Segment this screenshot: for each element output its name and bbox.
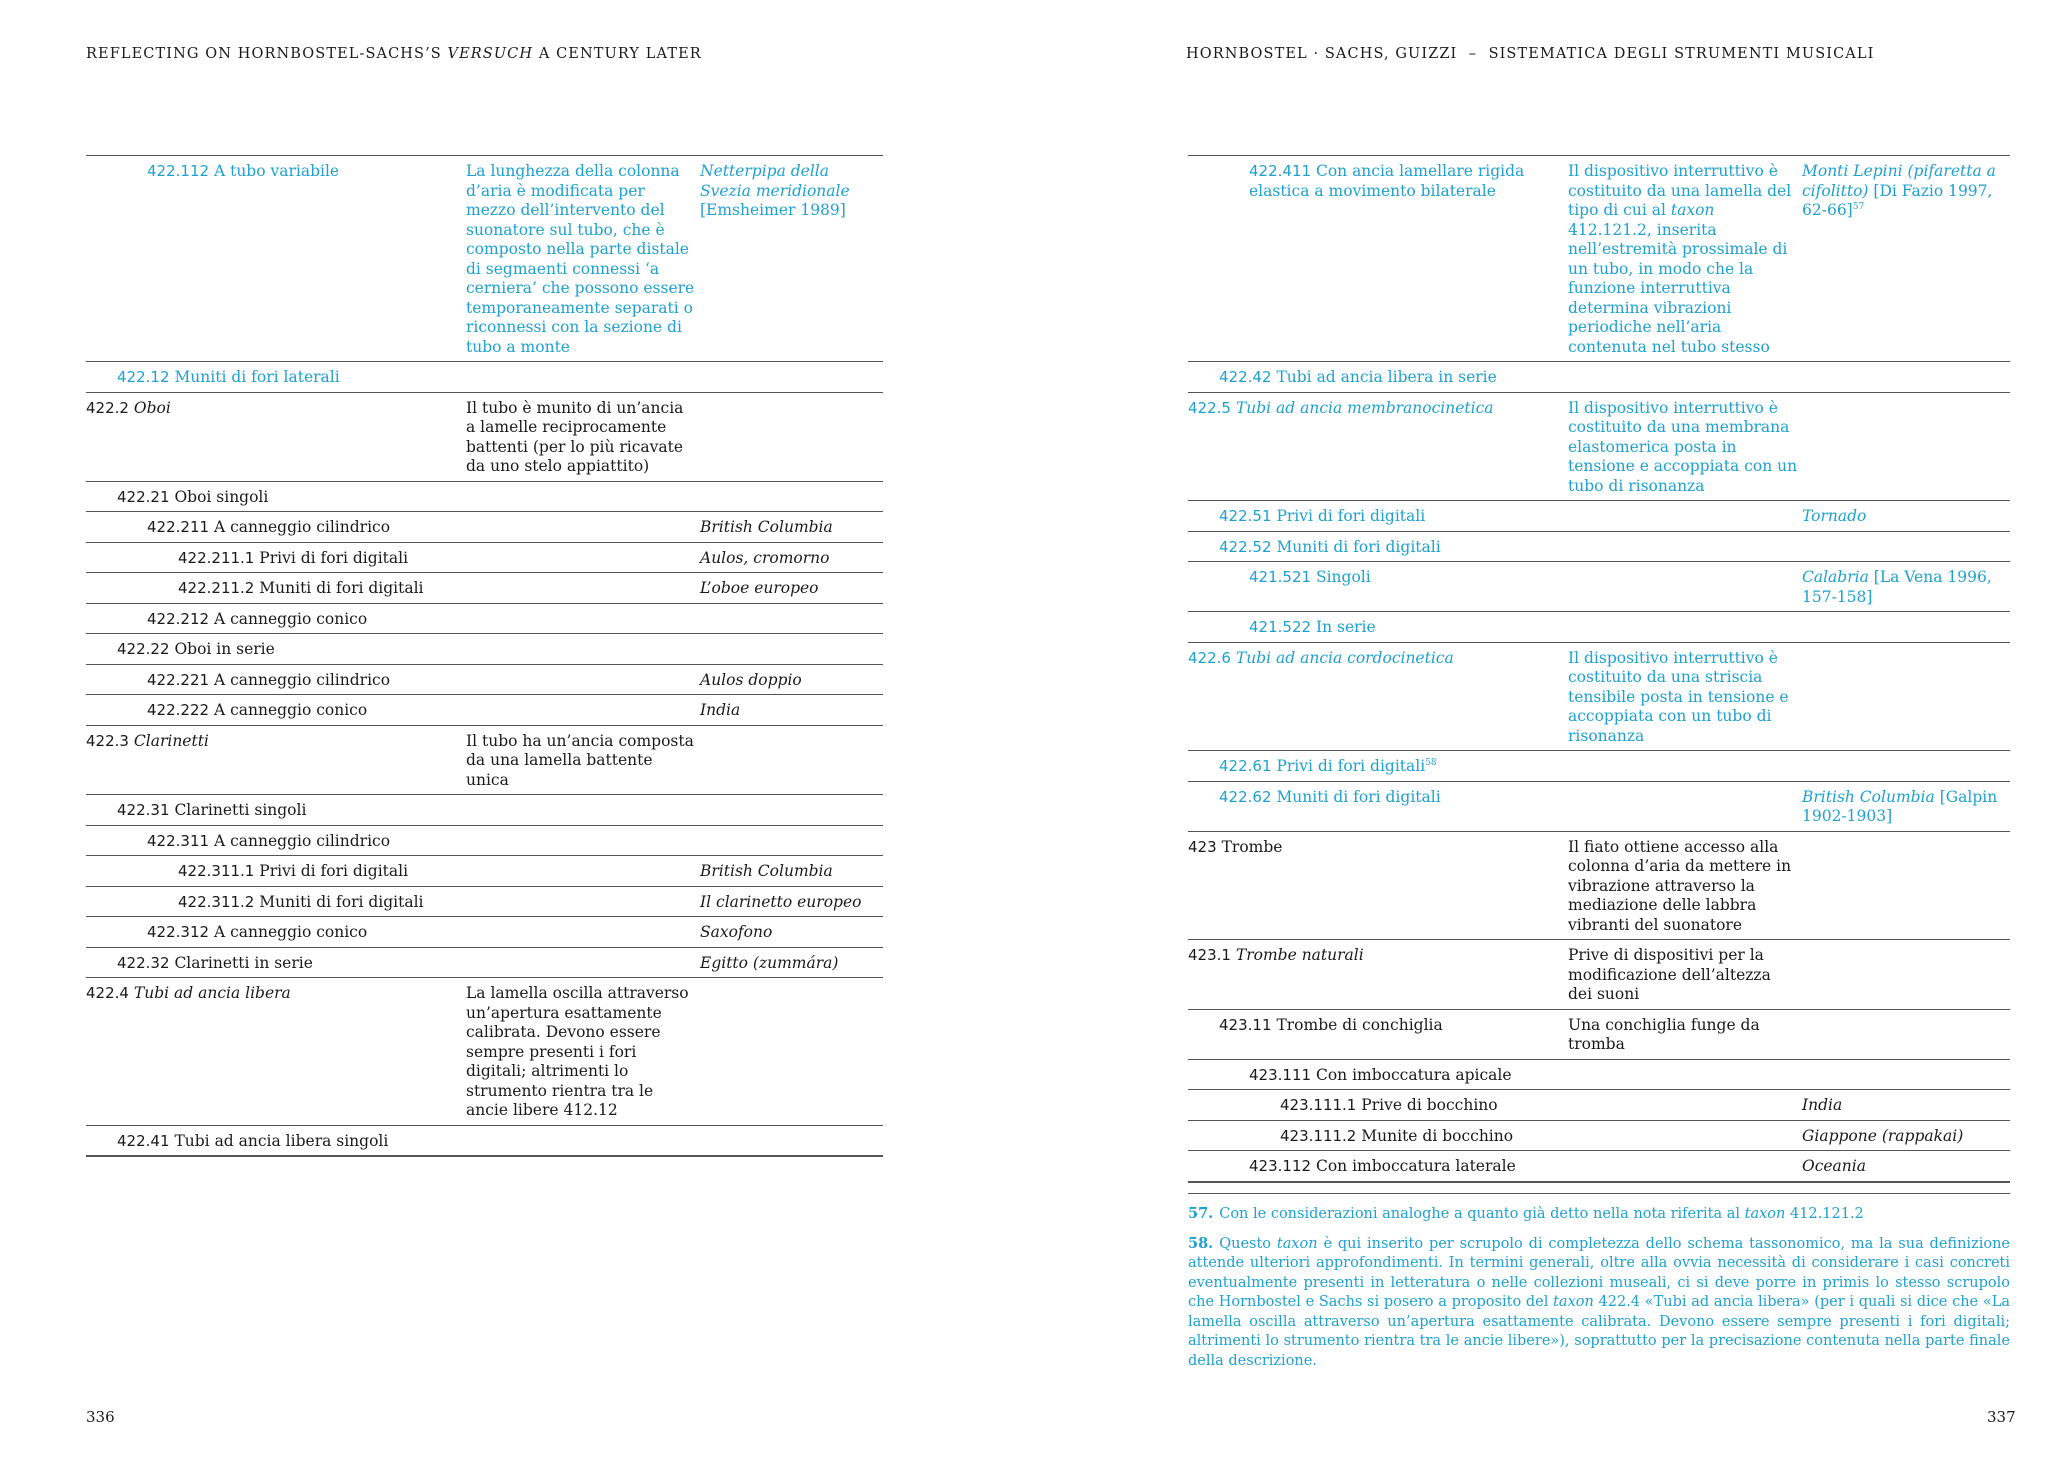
taxon-code: 422.222 bbox=[147, 701, 210, 719]
taxon-cell bbox=[1188, 649, 1568, 747]
example-italic: British Columbia bbox=[700, 518, 833, 536]
example-cell bbox=[1802, 368, 2010, 388]
table-row bbox=[1188, 643, 2010, 752]
taxon-cell bbox=[1188, 399, 1568, 497]
taxon-name: Singoli bbox=[1315, 568, 1371, 586]
taxon-name: Tubi ad ancia libera singoli bbox=[174, 1131, 389, 1150]
example-cell bbox=[700, 732, 883, 791]
taxon-code: 423 bbox=[1188, 837, 1217, 856]
example-reference: [Emsheimer 1989] bbox=[700, 201, 846, 219]
taxon-code: 422.5 bbox=[1188, 398, 1231, 417]
description-cell bbox=[1568, 838, 1802, 936]
example-cell bbox=[700, 518, 883, 538]
table-row bbox=[86, 917, 883, 948]
table-row bbox=[1188, 393, 2010, 502]
taxon-code: 422.2 bbox=[86, 398, 129, 417]
classification-table bbox=[1188, 155, 2010, 1183]
example-cell bbox=[1802, 538, 2010, 558]
description-cell bbox=[466, 832, 700, 852]
description-cell bbox=[466, 923, 700, 943]
example-cell bbox=[700, 801, 883, 821]
description-cell bbox=[466, 732, 700, 791]
taxon-cell bbox=[1188, 838, 1568, 936]
table-row bbox=[86, 482, 883, 513]
example-cell bbox=[1802, 618, 2010, 638]
taxon-code: 422.211 bbox=[147, 518, 210, 536]
description-text: Il dispositivo interruttivo è costituito da una membrana elastomerica posta in tensione e accoppiata con un tubo di risonanza bbox=[1568, 398, 1798, 495]
example-italic: British Columbia bbox=[700, 862, 833, 880]
description-cell bbox=[466, 862, 700, 882]
table-row bbox=[86, 512, 883, 543]
table-row bbox=[86, 543, 883, 574]
taxon-code: 422.4 bbox=[86, 984, 129, 1002]
description-cell bbox=[1568, 538, 1802, 558]
taxon-code: 422.51 bbox=[1219, 507, 1272, 525]
taxon-cell bbox=[86, 923, 466, 943]
taxon-name: Privi di fori digitali bbox=[1276, 757, 1426, 775]
taxon-cell bbox=[1188, 1096, 1568, 1116]
description-cell bbox=[466, 488, 700, 508]
example-cell bbox=[700, 399, 883, 477]
description-cell bbox=[466, 801, 700, 821]
footnote bbox=[1188, 1204, 2010, 1225]
description-cell bbox=[1568, 507, 1802, 527]
table-row bbox=[86, 1126, 883, 1157]
description-text: La lamella oscilla attraverso un’apertura esattamente calibrata. Devono essere sempre presenti i fori digitali; altrimenti lo strumento rientra tra le ancie libere 412.12 bbox=[466, 984, 689, 1119]
table-row bbox=[86, 156, 883, 362]
taxon-name: Con ancia lamellare rigida elastica a movimento bilaterale bbox=[1249, 162, 1525, 200]
example-cell bbox=[1802, 507, 2010, 527]
description-cell bbox=[1568, 788, 1802, 827]
footnote-text: Con le considerazioni analoghe a quanto già detto nella nota riferita al bbox=[1219, 1206, 1745, 1222]
table-row bbox=[86, 826, 883, 857]
description-cell bbox=[466, 518, 700, 538]
description-cell bbox=[466, 162, 700, 357]
taxon-cell bbox=[86, 893, 466, 913]
taxon-cell bbox=[86, 579, 466, 599]
footnotes bbox=[1188, 1193, 2010, 1380]
taxon-code: 423.1 bbox=[1188, 946, 1231, 964]
example-cell bbox=[700, 640, 883, 660]
table-row bbox=[1188, 1090, 2010, 1121]
example-italic: Oceania bbox=[1802, 1157, 1866, 1175]
footnote-ref: 57 bbox=[1852, 201, 1865, 212]
taxon-name: Trombe bbox=[1221, 837, 1283, 856]
example-cell bbox=[1802, 1096, 2010, 1116]
taxon-name: A canneggio cilindrico bbox=[213, 831, 391, 850]
description-cell bbox=[466, 399, 700, 477]
taxon-code: 422.41 bbox=[117, 1131, 170, 1150]
example-cell bbox=[1802, 1066, 2010, 1086]
description-italic: taxon bbox=[1670, 201, 1715, 219]
taxon-cell bbox=[86, 671, 466, 691]
taxon-name: Muniti di fori digitali bbox=[1276, 537, 1441, 556]
description-cell bbox=[1568, 1127, 1802, 1147]
example-cell bbox=[700, 162, 883, 357]
taxon-name: Privi di fori digitali bbox=[259, 862, 409, 880]
example-reference: [Galpin 1902-1903] bbox=[1802, 787, 1998, 825]
taxon-name: Muniti di fori digitali bbox=[1276, 787, 1441, 806]
table-row bbox=[86, 856, 883, 887]
taxon-cell bbox=[86, 954, 466, 974]
taxon-code: 421.522 bbox=[1249, 618, 1312, 636]
taxon-code: 422.21 bbox=[117, 487, 170, 506]
taxon-name: Munite di bocchino bbox=[1361, 1126, 1514, 1145]
description-cell bbox=[466, 610, 700, 630]
taxon-code: 422.311.1 bbox=[178, 862, 255, 880]
example-cell bbox=[700, 671, 883, 691]
taxon-name: Privi di fori digitali bbox=[1276, 507, 1426, 525]
example-reference: [Di Fazio 1997, 62-66] bbox=[1802, 181, 1993, 219]
taxon-cell bbox=[1188, 1066, 1568, 1086]
example-italic: British Columbia bbox=[1802, 787, 1935, 806]
table-row bbox=[1188, 362, 2010, 393]
example-cell bbox=[1802, 568, 2010, 607]
table-row bbox=[1188, 532, 2010, 563]
taxon-cell bbox=[1188, 618, 1568, 638]
footnote-number: 57. bbox=[1188, 1205, 1214, 1222]
example-cell bbox=[700, 893, 883, 913]
description-cell bbox=[466, 671, 700, 691]
description-cell bbox=[466, 954, 700, 974]
taxon-cell bbox=[86, 610, 466, 630]
example-italic: Calabria bbox=[1802, 568, 1869, 586]
description-cell bbox=[1568, 1096, 1802, 1116]
table-row bbox=[86, 665, 883, 696]
description-cell bbox=[1568, 1157, 1802, 1177]
table-row bbox=[1188, 782, 2010, 832]
taxon-cell bbox=[1188, 757, 1568, 777]
taxon-name: Tubi ad ancia membranocinetica bbox=[1235, 398, 1494, 417]
taxon-name: A canneggio conico bbox=[213, 923, 368, 941]
example-cell bbox=[1802, 399, 2010, 497]
taxon-name: Muniti di fori laterali bbox=[174, 368, 340, 386]
example-italic: Egitto (zummára) bbox=[700, 953, 839, 972]
taxon-name: Clarinetti bbox=[133, 731, 209, 750]
taxon-cell bbox=[86, 549, 466, 569]
taxon-name: Muniti di fori digitali bbox=[259, 892, 424, 911]
description-cell bbox=[1568, 1066, 1802, 1086]
taxon-cell bbox=[86, 984, 466, 1121]
right-page bbox=[1024, 0, 2048, 1457]
description-text: Il tubo ha un’ancia composta da una lamella battente unica bbox=[466, 731, 694, 789]
taxon-name: In serie bbox=[1315, 618, 1376, 636]
taxon-cell bbox=[1188, 1127, 1568, 1147]
description-cell bbox=[1568, 649, 1802, 747]
description-cell bbox=[1568, 162, 1802, 357]
example-cell bbox=[700, 610, 883, 630]
page-number: 336 bbox=[86, 1408, 115, 1426]
taxon-cell bbox=[1188, 946, 1568, 1005]
table-row bbox=[86, 978, 883, 1126]
table-row bbox=[1188, 562, 2010, 612]
taxon-name: A canneggio conico bbox=[213, 701, 368, 719]
taxon-code: 422.211.1 bbox=[178, 548, 255, 567]
taxon-cell bbox=[1188, 568, 1568, 607]
taxon-name: Con imboccatura laterale bbox=[1315, 1157, 1516, 1175]
table-row bbox=[1188, 940, 2010, 1010]
table-row bbox=[1188, 832, 2010, 941]
example-cell bbox=[1802, 162, 2010, 357]
description-cell bbox=[1568, 568, 1802, 607]
example-italic: Saxofono bbox=[700, 923, 773, 941]
description-cell bbox=[466, 549, 700, 569]
page-number: 337 bbox=[1987, 1408, 2016, 1426]
taxon-cell bbox=[1188, 538, 1568, 558]
example-cell bbox=[700, 954, 883, 974]
taxon-name: Muniti di fori digitali bbox=[259, 579, 424, 597]
example-reference: [La Vena 1996, 157-158] bbox=[1802, 568, 1992, 606]
taxon-name: Trombe di conchiglia bbox=[1276, 1015, 1443, 1034]
table-row bbox=[86, 726, 883, 796]
table-row bbox=[1188, 1121, 2010, 1152]
example-cell bbox=[700, 1132, 883, 1152]
description-cell bbox=[466, 1132, 700, 1152]
taxon-name: Clarinetti singoli bbox=[174, 801, 307, 819]
example-cell bbox=[700, 549, 883, 569]
classification-table bbox=[86, 155, 883, 1157]
taxon-code: 422.52 bbox=[1219, 537, 1272, 556]
example-italic: L’oboe europeo bbox=[700, 579, 819, 597]
taxon-code: 422.211.2 bbox=[178, 579, 255, 597]
example-italic: India bbox=[700, 701, 741, 719]
table-row bbox=[1188, 1010, 2010, 1060]
taxon-code: 423.111.1 bbox=[1280, 1096, 1357, 1114]
table-row bbox=[86, 393, 883, 482]
table-row bbox=[86, 573, 883, 604]
running-head-text: REFLECTING ON HORNBOSTEL-SACHS’S bbox=[86, 46, 448, 62]
taxon-name: Tubi ad ancia libera bbox=[133, 984, 291, 1002]
table-row bbox=[1188, 612, 2010, 643]
taxon-cell bbox=[86, 162, 466, 357]
table-row bbox=[1188, 751, 2010, 782]
example-italic: Aulos, cromorno bbox=[700, 548, 830, 567]
description-cell bbox=[1568, 368, 1802, 388]
footnote bbox=[1188, 1234, 2010, 1372]
example-cell bbox=[700, 832, 883, 852]
taxon-cell bbox=[86, 640, 466, 660]
description-cell bbox=[466, 579, 700, 599]
footnote-text: 412.121.2 bbox=[1785, 1206, 1864, 1222]
example-italic: Monti Lepini (pifaretta a cifolitto) bbox=[1802, 162, 1996, 200]
example-cell bbox=[1802, 1157, 2010, 1177]
taxon-cell bbox=[1188, 1016, 1568, 1055]
example-cell bbox=[1802, 649, 2010, 747]
taxon-code: 423.112 bbox=[1249, 1157, 1312, 1175]
taxon-code: 422.22 bbox=[117, 640, 170, 658]
taxon-code: 422.3 bbox=[86, 731, 129, 750]
description-cell bbox=[466, 640, 700, 660]
taxon-name: Oboi bbox=[133, 398, 171, 417]
description-text: Il fiato ottiene accesso alla colonna d’aria da mettere in vibrazione attraverso la mediazione delle labbra vibranti del suonatore bbox=[1568, 837, 1792, 934]
taxon-code: 422.312 bbox=[147, 923, 210, 941]
taxon-code: 422.112 bbox=[147, 162, 210, 180]
example-cell bbox=[1802, 946, 2010, 1005]
taxon-code: 422.212 bbox=[147, 609, 210, 628]
taxon-code: 422.31 bbox=[117, 801, 170, 819]
example-cell bbox=[700, 862, 883, 882]
description-cell bbox=[1568, 1016, 1802, 1055]
taxon-code: 422.221 bbox=[147, 670, 210, 689]
footnote-ref: 58 bbox=[1425, 757, 1437, 768]
description-text: Una conchiglia funge da tromba bbox=[1568, 1015, 1760, 1053]
taxon-name: A canneggio conico bbox=[213, 609, 368, 628]
footnote-italic: taxon bbox=[1553, 1294, 1594, 1310]
table-row bbox=[1188, 1151, 2010, 1182]
taxon-code: 423.111.2 bbox=[1280, 1126, 1357, 1145]
taxon-name: Con imboccatura apicale bbox=[1315, 1065, 1512, 1084]
taxon-cell bbox=[1188, 1157, 1568, 1177]
taxon-name: Prive di bocchino bbox=[1361, 1096, 1498, 1114]
taxon-code: 422.61 bbox=[1219, 757, 1272, 775]
description-cell bbox=[1568, 946, 1802, 1005]
taxon-code: 422.411 bbox=[1249, 162, 1312, 180]
description-text-end: 412.121.2, inserita nell’estremità prossimale di un tubo, in modo che la funzione interruttiva determina vibrazioni periodiche nell’aria contenuta nel tubo stesso bbox=[1568, 220, 1788, 356]
example-cell bbox=[1802, 1127, 2010, 1147]
example-italic: Netterpipa della Svezia meridionale bbox=[700, 162, 850, 200]
taxon-code: 422.6 bbox=[1188, 648, 1231, 667]
taxon-cell bbox=[86, 832, 466, 852]
description-text: Il tubo è munito di un’ancia a lamelle reciprocamente battenti (per lo più ricavate da uno stelo appiattito) bbox=[466, 398, 684, 475]
taxon-code: 422.12 bbox=[117, 368, 170, 386]
taxon-code: 422.42 bbox=[1219, 368, 1272, 386]
description-cell bbox=[466, 701, 700, 721]
description-cell bbox=[1568, 618, 1802, 638]
taxon-code: 422.311.2 bbox=[178, 892, 255, 911]
running-head bbox=[86, 46, 702, 62]
description-cell bbox=[1568, 757, 1802, 777]
taxon-cell bbox=[86, 862, 466, 882]
taxon-cell bbox=[1188, 368, 1568, 388]
taxon-name: Clarinetti in serie bbox=[174, 953, 313, 972]
example-cell bbox=[700, 923, 883, 943]
description-cell bbox=[466, 984, 700, 1121]
description-text: La lunghezza della colonna d’aria è modificata per mezzo dell’intervento del suonatore sul tubo, che è composto nella parte distale di segmaenti connessi ‘a cerniera’ che possono essere temporaneamente separati o riconnessi con la sezione di tubo a monte bbox=[466, 162, 695, 356]
footnote-text: 422.4 «Tubi ad ancia libera» (per i quali si dice che «La lamella oscilla attraverso un’apertura esattamente calibrata. Devono essere sempre presenti i fori digitali; altrimenti lo strumento rientra tra le ancie libere»), soprattutto per la precisazione contenuta nella parte finale della descrizione. bbox=[1188, 1294, 2010, 1369]
taxon-cell bbox=[86, 1132, 466, 1152]
example-cell bbox=[1802, 838, 2010, 936]
description-cell bbox=[466, 893, 700, 913]
example-cell bbox=[700, 488, 883, 508]
taxon-cell bbox=[86, 368, 466, 388]
table-row bbox=[86, 604, 883, 635]
example-cell bbox=[700, 579, 883, 599]
footnote-text: Questo bbox=[1219, 1235, 1277, 1252]
taxon-name: A tubo variabile bbox=[213, 162, 340, 180]
taxon-cell bbox=[86, 801, 466, 821]
taxon-cell bbox=[1188, 788, 1568, 827]
description-text: Il dispositivo interruttivo è costituito da una striscia tensibile posta in tensione e accoppiata con un tubo di risonanza bbox=[1568, 648, 1789, 745]
example-cell bbox=[700, 984, 883, 1121]
taxon-cell bbox=[1188, 507, 1568, 527]
taxon-name: A canneggio cilindrico bbox=[213, 670, 391, 689]
footnote-italic: taxon bbox=[1276, 1235, 1318, 1252]
description-cell bbox=[1568, 399, 1802, 497]
table-row bbox=[86, 362, 883, 393]
example-cell bbox=[1802, 757, 2010, 777]
example-italic: Aulos doppio bbox=[700, 670, 802, 689]
running-head-italic: VERSUCH bbox=[447, 46, 534, 62]
footnote-text: è qui inserito per scrupolo di completezza dello schema tassonomico, ma la sua definizione attende ulteriori approfondimenti. In termini generali, oltre alla ovvia necessità di considerare i casi concreti eventualmente presenti in letteratura o nelle collezioni museali, ci si deve porre in primis lo stesso scrupolo che Hornbostel e Sachs si posero a proposito del bbox=[1188, 1235, 2010, 1310]
example-cell bbox=[700, 368, 883, 388]
table-row bbox=[86, 695, 883, 726]
example-cell bbox=[700, 701, 883, 721]
taxon-name: Oboi in serie bbox=[174, 640, 275, 658]
table-row bbox=[86, 634, 883, 665]
running-head-text: HORNBOSTEL · SACHS, GUIZZI – SISTEMATICA DEGLI STRUMENTI MUSICALI bbox=[1186, 46, 1875, 62]
taxon-code: 422.62 bbox=[1219, 787, 1272, 806]
example-cell bbox=[1802, 1016, 2010, 1055]
example-italic: Tornado bbox=[1802, 507, 1867, 525]
taxon-code: 423.11 bbox=[1219, 1015, 1272, 1034]
taxon-cell bbox=[86, 488, 466, 508]
taxon-name: A canneggio cilindrico bbox=[213, 518, 391, 536]
taxon-name: Oboi singoli bbox=[174, 487, 269, 506]
taxon-code: 423.111 bbox=[1249, 1065, 1312, 1084]
footnote-number: 58. bbox=[1188, 1234, 1214, 1252]
taxon-cell bbox=[86, 701, 466, 721]
taxon-code: 421.521 bbox=[1249, 568, 1312, 586]
table-row bbox=[1188, 1060, 2010, 1091]
example-italic: Giappone (rappakai) bbox=[1802, 1126, 1964, 1145]
description-cell bbox=[466, 368, 700, 388]
table-row bbox=[86, 887, 883, 918]
table-row bbox=[86, 795, 883, 826]
taxon-cell bbox=[86, 732, 466, 791]
taxon-name: Tubi ad ancia cordocinetica bbox=[1235, 648, 1454, 667]
running-head bbox=[1186, 46, 1874, 62]
table-row bbox=[1188, 501, 2010, 532]
taxon-cell bbox=[86, 399, 466, 477]
example-cell bbox=[1802, 788, 2010, 827]
description-text: Il dispositivo interruttivo è costituito da una lamella del tipo di cui al bbox=[1568, 162, 1792, 219]
description-text: Prive di dispositivi per la modificazione dell’altezza dei suoni bbox=[1568, 946, 1771, 1003]
footnote-italic: taxon bbox=[1744, 1206, 1786, 1222]
table-row bbox=[1188, 156, 2010, 362]
running-head-text-end: A CENTURY LATER bbox=[533, 46, 702, 62]
example-italic: Il clarinetto europeo bbox=[700, 892, 862, 911]
taxon-name: Tubi ad ancia libera in serie bbox=[1276, 368, 1497, 386]
taxon-code: 422.32 bbox=[117, 953, 170, 972]
taxon-name: Trombe naturali bbox=[1235, 946, 1364, 964]
table-row bbox=[86, 948, 883, 979]
taxon-cell bbox=[86, 518, 466, 538]
taxon-name: Privi di fori digitali bbox=[259, 548, 409, 567]
taxon-code: 422.311 bbox=[147, 831, 210, 850]
taxon-cell bbox=[1188, 162, 1568, 357]
example-italic: India bbox=[1802, 1096, 1843, 1114]
